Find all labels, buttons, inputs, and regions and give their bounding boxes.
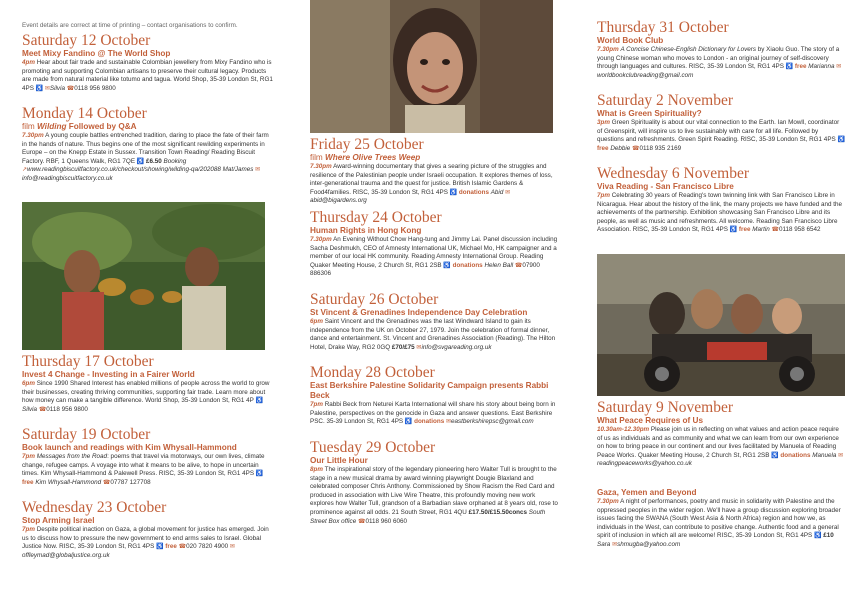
- wheelchair-icon: ♿: [837, 137, 845, 144]
- event-title: Meet Mixy Fandino @ The World Shop: [22, 49, 171, 58]
- event-fri-25-oct: [310, 137, 558, 206]
- event-title: East Berkshire Palestine Solidarity Campaign presents Rabbi Beck: [310, 381, 549, 400]
- phone-icon: ☎: [38, 406, 47, 413]
- event-body: 8pm The inspirational story of the legendary pioneering hero Walter Tull is brought to the stage in a new musical drama by award winning playwright Dougie Blaxland and celebrated composer Chris Anthony. Commissioned by Show Racism the Red Card and produced in association with Live Wire Theatre, this profoundly moving new work explores how Walter Tull, grandson of a Barbadian slave orphaned at 8 years old, rose to prominence against all odds. 21 South Street, RG1 4QU £17.50/£15.50concs South Street Box office ☎0118 960 6060: [310, 466, 558, 525]
- email-icon: ✉: [416, 344, 422, 351]
- column-1: [22, 0, 274, 561]
- phone-icon: ☎: [514, 262, 523, 269]
- phone-icon: ☎: [178, 544, 187, 551]
- wheelchair-icon: ♿: [785, 64, 794, 71]
- event-date: Monday 14 October: [22, 105, 147, 122]
- event-date: Wednesday 23 October: [22, 499, 167, 516]
- contact-email[interactable]: info@readingbiscuitfactory.co.uk: [22, 174, 113, 182]
- event-title: Human Rights in Hong Kong: [310, 226, 422, 235]
- event-body: 7.30pm A young couple battles entrenched tradition, daring to place the fate of their farm in the hands of nature. Thus begins one of the most significant rewilding experiments in Europe – on the Knepp Estate in Sussex. Transition Town Reading/ Reading Biscuit Factory. RBF, 1 Queens Walk, RG1 7QE ♿ £6.50 Booking ↗www.readingbiscuitfactory.co.uk/checkout/showing/wilding-qa/202088 Mat/James ✉info@readingbiscuitfactory.co.uk: [22, 132, 269, 182]
- phone-icon: ☎: [66, 85, 75, 92]
- cocoa-farmers-image: [22, 202, 265, 350]
- wheelchair-icon: ♿: [255, 398, 263, 405]
- wheelchair-icon: ♿: [729, 227, 738, 234]
- event-body: 6pm Since 1990 Shared Interest has enabled millions of people across the world to grow their businesses, creating thriving communities, supporting fair trade. Learn more about how money can make a tangible difference. World Shop, 35-39 London St, RG1 4P ♿ Silvia ☎0118 956 9800: [22, 380, 270, 413]
- column-2: [310, 0, 558, 544]
- wheelchair-icon: ♿: [814, 533, 822, 540]
- event-date: Thursday 31 October: [597, 19, 729, 36]
- event-thu-24-oct: [310, 210, 558, 288]
- event-body: 7.30pm Award-winning documentary that gives a searing picture of the struggles and resilience of the Palestinian people under Israeli occupation. It explores themes of loss, inter-generational trauma and the quest for justice. British Islamic Gardens & Food4families. RISC, 35-39 London St, RG1 4PS ♿ donations Abid ✉abid@bigardens.org: [310, 163, 553, 205]
- contact-phone[interactable]: 0118 960 6060: [365, 517, 407, 525]
- palestinian-girl-photo: [310, 0, 553, 133]
- email-icon: ✉: [229, 544, 235, 551]
- event-title: Our Little Hour: [310, 456, 368, 465]
- event-date: Tuesday 29 October: [310, 439, 436, 456]
- event-sat-2-nov: [597, 93, 845, 162]
- contact-phone[interactable]: 0118 956 9800: [46, 405, 88, 413]
- event-mon-28-oct: [310, 365, 558, 436]
- event-title: Stop Arming Israel: [22, 516, 95, 525]
- motorbike-image: [597, 254, 845, 396]
- event-title: film Wilding Followed by Q&A: [22, 122, 137, 131]
- event-body: 7pm Despite political inaction on Gaza, a global movement for justice has emerged. Join us to discuss how to pressure the new government to end arms sales to Israel. Global Justice Now. RISC, 35-39 London St, RG1 4PS ♿ free ☎020 7820 4900 ✉offleymad@globaljustice.org.uk: [22, 526, 269, 559]
- event-date: Monday 28 October: [310, 364, 435, 381]
- phone-icon: ☎: [357, 518, 366, 525]
- phone-icon: ☎: [102, 479, 111, 486]
- wheelchair-icon: ♿: [443, 262, 451, 269]
- event-body: 7.30pm A Concise Chinese-English Dictionary for Lovers by Xiaolu Guo. The story of a young Chinese woman who moves to London - an original journey of self-discovery through languages and cultures. RISC, 35-39 London St, RG1 4PS ♿ free Marianna ✉worldbookclubreading@gmail.com: [597, 46, 842, 79]
- contact-phone[interactable]: 020 7820 4900: [186, 543, 229, 551]
- contact-phone[interactable]: 0118 958 6542: [778, 226, 821, 234]
- wheelchair-icon: ♿: [449, 189, 458, 196]
- email-icon: ✉: [445, 419, 451, 426]
- event-date: Saturday 2 November: [597, 92, 734, 109]
- booking-link[interactable]: www.readingbiscuitfactory.co.uk/checkout/showing/wilding-qa/202088: [27, 166, 221, 174]
- contact-email[interactable]: offleymad@globaljustice.org.uk: [22, 551, 110, 559]
- event-gaza-yemen: [597, 488, 845, 567]
- phone-icon: ☎: [771, 227, 779, 234]
- event-date: Thursday 24 October: [310, 209, 442, 226]
- event-body: 7pm Celebrating 30 years of Reading's town twinning link with San Francisco Libre in Nicaragua. Hear about the history of the link, the many projects we have funded and the achievements of the partnership. Exhibition showcasing San Francisco Libre and its people, as well as music and refreshments. All welcome. Reading San Francisco Libre Association. RISC, 35-39 London St, RG1 4PS ♿ free Martin ☎0118 958 6542: [597, 192, 843, 234]
- event-sat-12-oct: [22, 33, 274, 102]
- event-title: What is Green Spirituality?: [597, 109, 702, 118]
- email-icon: ✉: [612, 541, 618, 548]
- event-thu-17-oct: [22, 354, 274, 423]
- event-body: 3pm Green Spirituality is about our vital connection to the Earth. Ian Mowll, coordinator of Greenspirit, will inspire us to live sustainably with care for all life. Followed by questions and refreshments. Green Spirit Reading. RISC, 35-39 London St, RG1 4PS ♿ free Debbie ☎0118 935 2169: [597, 119, 845, 152]
- contact-phone[interactable]: 07900 886306: [310, 261, 540, 278]
- contact-email[interactable]: shmugba@yahoo.com: [617, 540, 681, 548]
- event-date: Wednesday 6 November: [597, 165, 749, 182]
- email-icon: ✉: [838, 452, 844, 459]
- event-wed-23-oct: [22, 500, 274, 561]
- wheelchair-icon: ♿: [255, 471, 264, 478]
- wheelchair-icon: ♿: [404, 419, 413, 426]
- event-thu-31-oct: [597, 20, 845, 89]
- girl-portrait-image: [310, 0, 553, 133]
- cocoa-farmers-photo: [22, 202, 265, 350]
- event-title: What Peace Requires of Us: [597, 416, 704, 425]
- event-date: Friday 25 October: [310, 136, 424, 153]
- event-date: Saturday 19 October: [22, 426, 151, 443]
- motorbike-group-photo: [597, 254, 845, 396]
- wheelchair-icon: ♿: [136, 158, 145, 165]
- event-body: 7pm Rabbi Beck from Neturei Karta International will share his story about being born in Palestine, perspectives on the genocide in Gaza and answer questions. East Berkshire PSC. 35-39 London St, RG1 4PS ♿ donations ✉eastberkshirepsc@gmail.com: [310, 401, 556, 426]
- wheelchair-icon: ♿: [156, 544, 164, 551]
- wheelchair-icon: ♿: [771, 452, 779, 459]
- contact-email[interactable]: readingpeaceworks@yahoo.co.uk: [597, 460, 692, 468]
- contact-email[interactable]: worldbookclubreading@gmail.com: [597, 71, 694, 79]
- event-date: Thursday 17 October: [22, 353, 154, 370]
- event-body: 7pm Messages from the Road: poems that travel via motorways, our own lives, climate change, refugee camps. A voyage into what it means to be alive, to hope in uncertain times. Kim Whysall-Hammond & Palewell Press. RISC, 35-39 London St, RG1 4PS ♿ free Kim Whysall-Hammond ☎07787 127708: [22, 453, 265, 486]
- wheelchair-icon: ♿: [35, 85, 44, 92]
- contact-email[interactable]: abid@bigardens.org: [310, 197, 367, 205]
- link-icon: ✉: [44, 85, 50, 92]
- event-date: Saturday 26 October: [310, 291, 439, 308]
- event-sat-26-oct: [310, 292, 558, 361]
- event-body: 7.30pm A night of performances, poetry and music in solidarity with Palestine and the oppressed peoples in the wider region. We'll have a group discussion exploring broader issues facing the SWANA (South West Asia & North Africa) region and how we, as individuals in the West, can contribute to positive change. Authentic food and a general spirit of inclusion in which all are welcome! RISC, 35-39 London St, RG1 4PS ♿ £10 Sara ✉shmugba@yahoo.com: [597, 498, 841, 548]
- event-mon-14-oct: [22, 106, 274, 200]
- event-sat-19-oct: [22, 427, 274, 496]
- phone-icon: ☎: [632, 145, 640, 152]
- contact-phone[interactable]: 07787 127708: [110, 478, 151, 486]
- event-title: Gaza, Yemen and Beyond: [597, 488, 697, 497]
- event-body: 7.30pm An Evening Without Chow Hang-tung and Jimmy Lai. Panel discussion including Sacha Deshmukh, CEO of Amnesty International UK, Michael Mo, HK campaigner and a member of our local HK community. Reading Amnesty International Group. Reading Quaker Meeting House, 2 Church St, RG1 2SB ♿ donations Helen Ball ☎07900 886306: [310, 236, 558, 278]
- event-body: 6pm Saint Vincent and the Grenadines was the last Windward Island to gain its independence from the UK on October 27, 1979. Join the celebration of formal dinner, dance and entertainment. St. Vincent and Grenadines Association (Reading). The Hilton Hotel, Drake Way, RG2 0GQ £70/£75 ✉info@svgareading.org.uk: [310, 318, 556, 351]
- event-body: 10.30am-12.30pm Please join us in reflecting on what values and action peace require of us as individuals and as community and what we can learn from our own experience on how to bring peace in our continent and our lives facilitated by Manuela of Reading Peace Works. Quaker Meeting House, 2 Church St, RG1 2SB ♿ donations Manuela ✉readingpeaceworks@yahoo.co.uk: [597, 426, 844, 468]
- event-title: Viva Reading - San Francisco Libre: [597, 182, 734, 191]
- column-3: [597, 0, 845, 567]
- disclaimer-note: Event details are correct at time of printing – contact organisations to confirm.: [22, 22, 238, 29]
- event-tue-29-oct: [310, 440, 558, 544]
- event-wed-6-nov: [597, 166, 845, 252]
- event-body: 4pm Hear about fair trade and sustainable Colombian jewellery from Mixy Fandino who is promoting and supporting Colombian artisans to preserve their cultural legacy. Products are made from natural material like totumo and tagua. World Shop, 35-39 London St, RG1 4PS ♿ ✉Silvia ☎0118 956 9800: [22, 59, 273, 92]
- event-date: Saturday 9 November: [597, 399, 734, 416]
- event-title: Invest 4 Change - Investing in a Fairer World: [22, 370, 195, 379]
- email-icon: ✉: [505, 189, 511, 196]
- email-icon: ✉: [836, 64, 842, 71]
- event-title: St Vincent & Grenadines Independence Day Celebration: [310, 308, 528, 317]
- contact-email[interactable]: eastberkshirepsc@gmail.com: [450, 418, 534, 426]
- contact-phone[interactable]: 0118 935 2169: [639, 144, 682, 152]
- event-title: Book launch and readings with Kim Whysall-Hammond: [22, 443, 237, 452]
- link-icon: ↗: [22, 167, 28, 174]
- event-title: film Where Olive Trees Weep: [310, 153, 421, 162]
- contact-phone[interactable]: 0118 956 9800: [74, 84, 116, 92]
- email-icon: ✉: [255, 167, 261, 174]
- event-title: World Book Club: [597, 36, 664, 45]
- event-sat-9-nov: [597, 400, 845, 486]
- contact-email[interactable]: info@svgareading.org.uk: [421, 343, 492, 351]
- event-date: Saturday 12 October: [22, 32, 151, 49]
